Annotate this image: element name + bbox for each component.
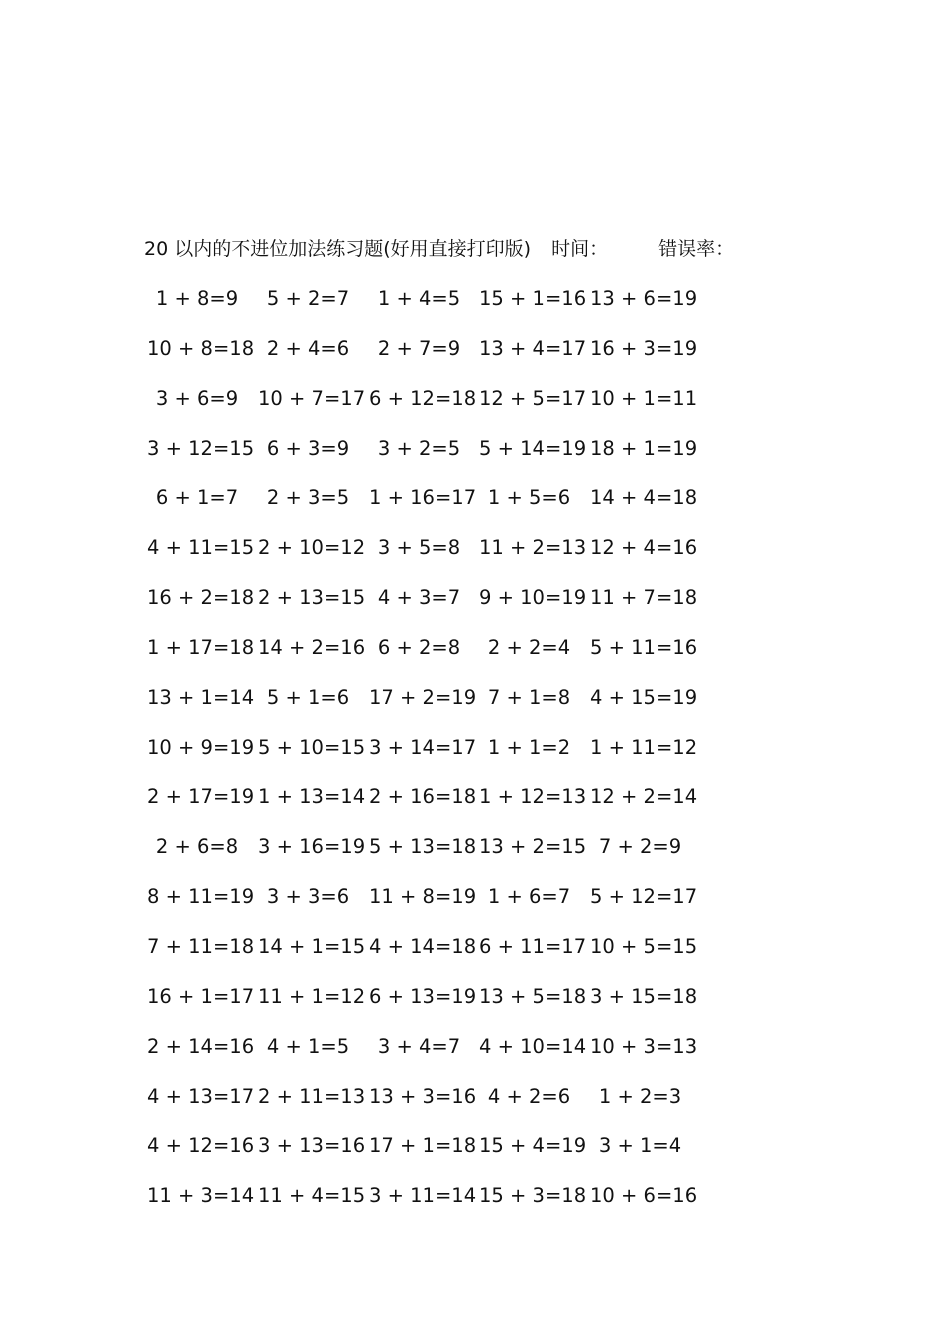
addition-problem: 5 + 2=7 bbox=[266, 287, 350, 310]
addition-problem: 13 + 1=14 bbox=[147, 685, 255, 709]
addition-problem: 4 + 2=6 bbox=[487, 1084, 571, 1108]
addition-problem: 1 + 5=6 bbox=[487, 486, 571, 510]
addition-problem: 2 + 4=6 bbox=[266, 336, 350, 360]
addition-problem: 10 + 9=19 bbox=[147, 735, 255, 759]
addition-problem: 10 + 8=18 bbox=[147, 336, 255, 360]
addition-problem: 7 + 1=8 bbox=[487, 685, 571, 709]
addition-problem: 3 + 6=9 bbox=[155, 386, 239, 410]
addition-problem: 3 + 14=17 bbox=[369, 735, 477, 759]
addition-problem: 8 + 11=19 bbox=[147, 885, 255, 909]
addition-problem: 3 + 1=4 bbox=[598, 1134, 682, 1158]
problem-row bbox=[147, 884, 710, 934]
addition-problem: 16 + 1=17 bbox=[147, 984, 255, 1008]
addition-problem: 14 + 4=18 bbox=[590, 486, 698, 510]
addition-problem: 2 + 13=15 bbox=[258, 586, 366, 610]
addition-problem: 4 + 14=18 bbox=[369, 934, 477, 958]
addition-problem: 10 + 5=15 bbox=[590, 934, 698, 958]
addition-problem: 7 + 11=18 bbox=[147, 934, 255, 958]
addition-problem: 10 + 1=11 bbox=[590, 386, 698, 410]
addition-problem: 14 + 2=16 bbox=[258, 635, 366, 659]
addition-problem: 2 + 11=13 bbox=[258, 1084, 366, 1108]
addition-problem: 1 + 1=2 bbox=[487, 735, 571, 759]
addition-problem: 15 + 4=19 bbox=[479, 1134, 587, 1158]
addition-problem: 1 + 13=14 bbox=[258, 785, 366, 809]
addition-problem: 2 + 14=16 bbox=[147, 1034, 255, 1058]
addition-problem: 11 + 3=14 bbox=[147, 1184, 255, 1208]
addition-problem: 9 + 10=19 bbox=[479, 586, 587, 610]
addition-problem: 6 + 2=8 bbox=[377, 635, 461, 659]
addition-problem: 5 + 10=15 bbox=[258, 735, 366, 759]
addition-problem: 2 + 6=8 bbox=[155, 835, 239, 859]
addition-problem: 2 + 10=12 bbox=[258, 536, 366, 560]
addition-problem: 16 + 2=18 bbox=[147, 586, 255, 610]
problem-row bbox=[147, 735, 710, 785]
problem-row bbox=[150, 286, 710, 336]
addition-problem: 10 + 3=13 bbox=[590, 1034, 698, 1058]
addition-problem: 1 + 12=13 bbox=[479, 785, 587, 809]
addition-problem: 11 + 4=15 bbox=[258, 1184, 366, 1208]
addition-problem: 15 + 3=18 bbox=[479, 1184, 587, 1208]
addition-problem: 12 + 5=17 bbox=[479, 386, 587, 410]
problem-row bbox=[147, 635, 710, 685]
addition-problem: 4 + 3=7 bbox=[377, 586, 461, 610]
problem-row bbox=[147, 984, 710, 1034]
addition-problem: 4 + 13=17 bbox=[147, 1084, 255, 1108]
problem-row bbox=[147, 585, 710, 635]
addition-problem: 1 + 4=5 bbox=[377, 287, 461, 310]
problem-row bbox=[147, 1084, 710, 1134]
addition-problem: 2 + 7=9 bbox=[377, 336, 461, 360]
addition-problem: 5 + 1=6 bbox=[266, 685, 350, 709]
addition-problem: 6 + 13=19 bbox=[369, 984, 477, 1008]
problem-row bbox=[147, 336, 710, 386]
addition-problem: 1 + 2=3 bbox=[598, 1084, 682, 1108]
addition-problem: 1 + 8=9 bbox=[155, 287, 239, 310]
addition-problem: 4 + 1=5 bbox=[266, 1034, 350, 1058]
addition-problem: 1 + 17=18 bbox=[147, 635, 255, 659]
problem-grid bbox=[147, 286, 710, 1233]
addition-problem: 3 + 16=19 bbox=[258, 835, 366, 859]
addition-problem: 2 + 3=5 bbox=[266, 486, 350, 510]
addition-problem: 4 + 10=14 bbox=[479, 1034, 587, 1058]
addition-problem: 12 + 4=16 bbox=[590, 536, 698, 560]
addition-problem: 2 + 17=19 bbox=[147, 785, 255, 809]
addition-problem: 13 + 4=17 bbox=[479, 336, 587, 360]
addition-problem: 15 + 1=16 bbox=[479, 287, 587, 310]
problem-row bbox=[147, 1133, 710, 1183]
addition-problem: 1 + 6=7 bbox=[487, 885, 571, 909]
addition-problem: 13 + 5=18 bbox=[479, 984, 587, 1008]
addition-problem: 16 + 3=19 bbox=[590, 336, 698, 360]
addition-problem: 7 + 2=9 bbox=[598, 835, 682, 859]
problem-row bbox=[150, 485, 710, 535]
problem-row bbox=[147, 436, 710, 486]
problem-row bbox=[147, 1183, 710, 1233]
addition-problem: 3 + 2=5 bbox=[377, 436, 461, 460]
addition-problem: 10 + 6=16 bbox=[590, 1184, 698, 1208]
addition-problem: 2 + 2=4 bbox=[487, 635, 571, 659]
addition-problem: 17 + 1=18 bbox=[369, 1134, 477, 1158]
problem-row bbox=[147, 784, 710, 834]
addition-problem: 3 + 3=6 bbox=[266, 885, 350, 909]
addition-problem: 14 + 1=15 bbox=[258, 934, 366, 958]
problem-row bbox=[147, 535, 710, 585]
addition-problem: 2 + 16=18 bbox=[369, 785, 477, 809]
addition-problem: 1 + 16=17 bbox=[369, 486, 477, 510]
addition-problem: 3 + 11=14 bbox=[369, 1184, 477, 1208]
addition-problem: 11 + 8=19 bbox=[369, 885, 477, 909]
addition-problem: 6 + 11=17 bbox=[479, 934, 587, 958]
problem-row bbox=[150, 386, 710, 436]
addition-problem: 3 + 15=18 bbox=[590, 984, 698, 1008]
problem-row bbox=[147, 685, 710, 735]
addition-problem: 17 + 2=19 bbox=[369, 685, 477, 709]
problem-row bbox=[147, 1034, 710, 1084]
time-label: 时间： bbox=[551, 238, 609, 260]
addition-problem: 11 + 2=13 bbox=[479, 536, 587, 560]
problem-row bbox=[147, 934, 710, 984]
addition-problem: 5 + 12=17 bbox=[590, 885, 698, 909]
problem-row bbox=[150, 834, 710, 884]
addition-problem: 3 + 5=8 bbox=[377, 536, 461, 560]
addition-problem: 3 + 12=15 bbox=[147, 436, 255, 460]
addition-problem: 5 + 13=18 bbox=[369, 835, 477, 859]
addition-problem: 6 + 12=18 bbox=[369, 386, 477, 410]
addition-problem: 13 + 3=16 bbox=[369, 1084, 477, 1108]
addition-problem: 3 + 13=16 bbox=[258, 1134, 366, 1158]
addition-problem: 4 + 12=16 bbox=[147, 1134, 255, 1158]
addition-problem: 4 + 11=15 bbox=[147, 536, 255, 560]
addition-problem: 13 + 2=15 bbox=[479, 835, 587, 859]
addition-problem: 11 + 1=12 bbox=[258, 984, 366, 1008]
addition-problem: 10 + 7=17 bbox=[258, 386, 366, 410]
addition-problem: 13 + 6=19 bbox=[590, 287, 698, 310]
addition-problem: 5 + 14=19 bbox=[479, 436, 587, 460]
addition-problem: 18 + 1=19 bbox=[590, 436, 698, 460]
worksheet-title: 20 以内的不进位加法练习题(好用直接打印版) bbox=[144, 238, 532, 260]
addition-problem: 11 + 7=18 bbox=[590, 586, 698, 610]
addition-problem: 1 + 11=12 bbox=[590, 735, 698, 759]
addition-problem: 5 + 11=16 bbox=[590, 635, 698, 659]
error-rate-label: 错误率： bbox=[658, 238, 735, 260]
addition-problem: 3 + 4=7 bbox=[377, 1034, 461, 1058]
addition-problem: 12 + 2=14 bbox=[590, 785, 698, 809]
addition-problem: 6 + 1=7 bbox=[155, 486, 239, 510]
worksheet-header bbox=[144, 236, 734, 262]
addition-problem: 6 + 3=9 bbox=[266, 436, 350, 460]
addition-problem: 4 + 15=19 bbox=[590, 685, 698, 709]
